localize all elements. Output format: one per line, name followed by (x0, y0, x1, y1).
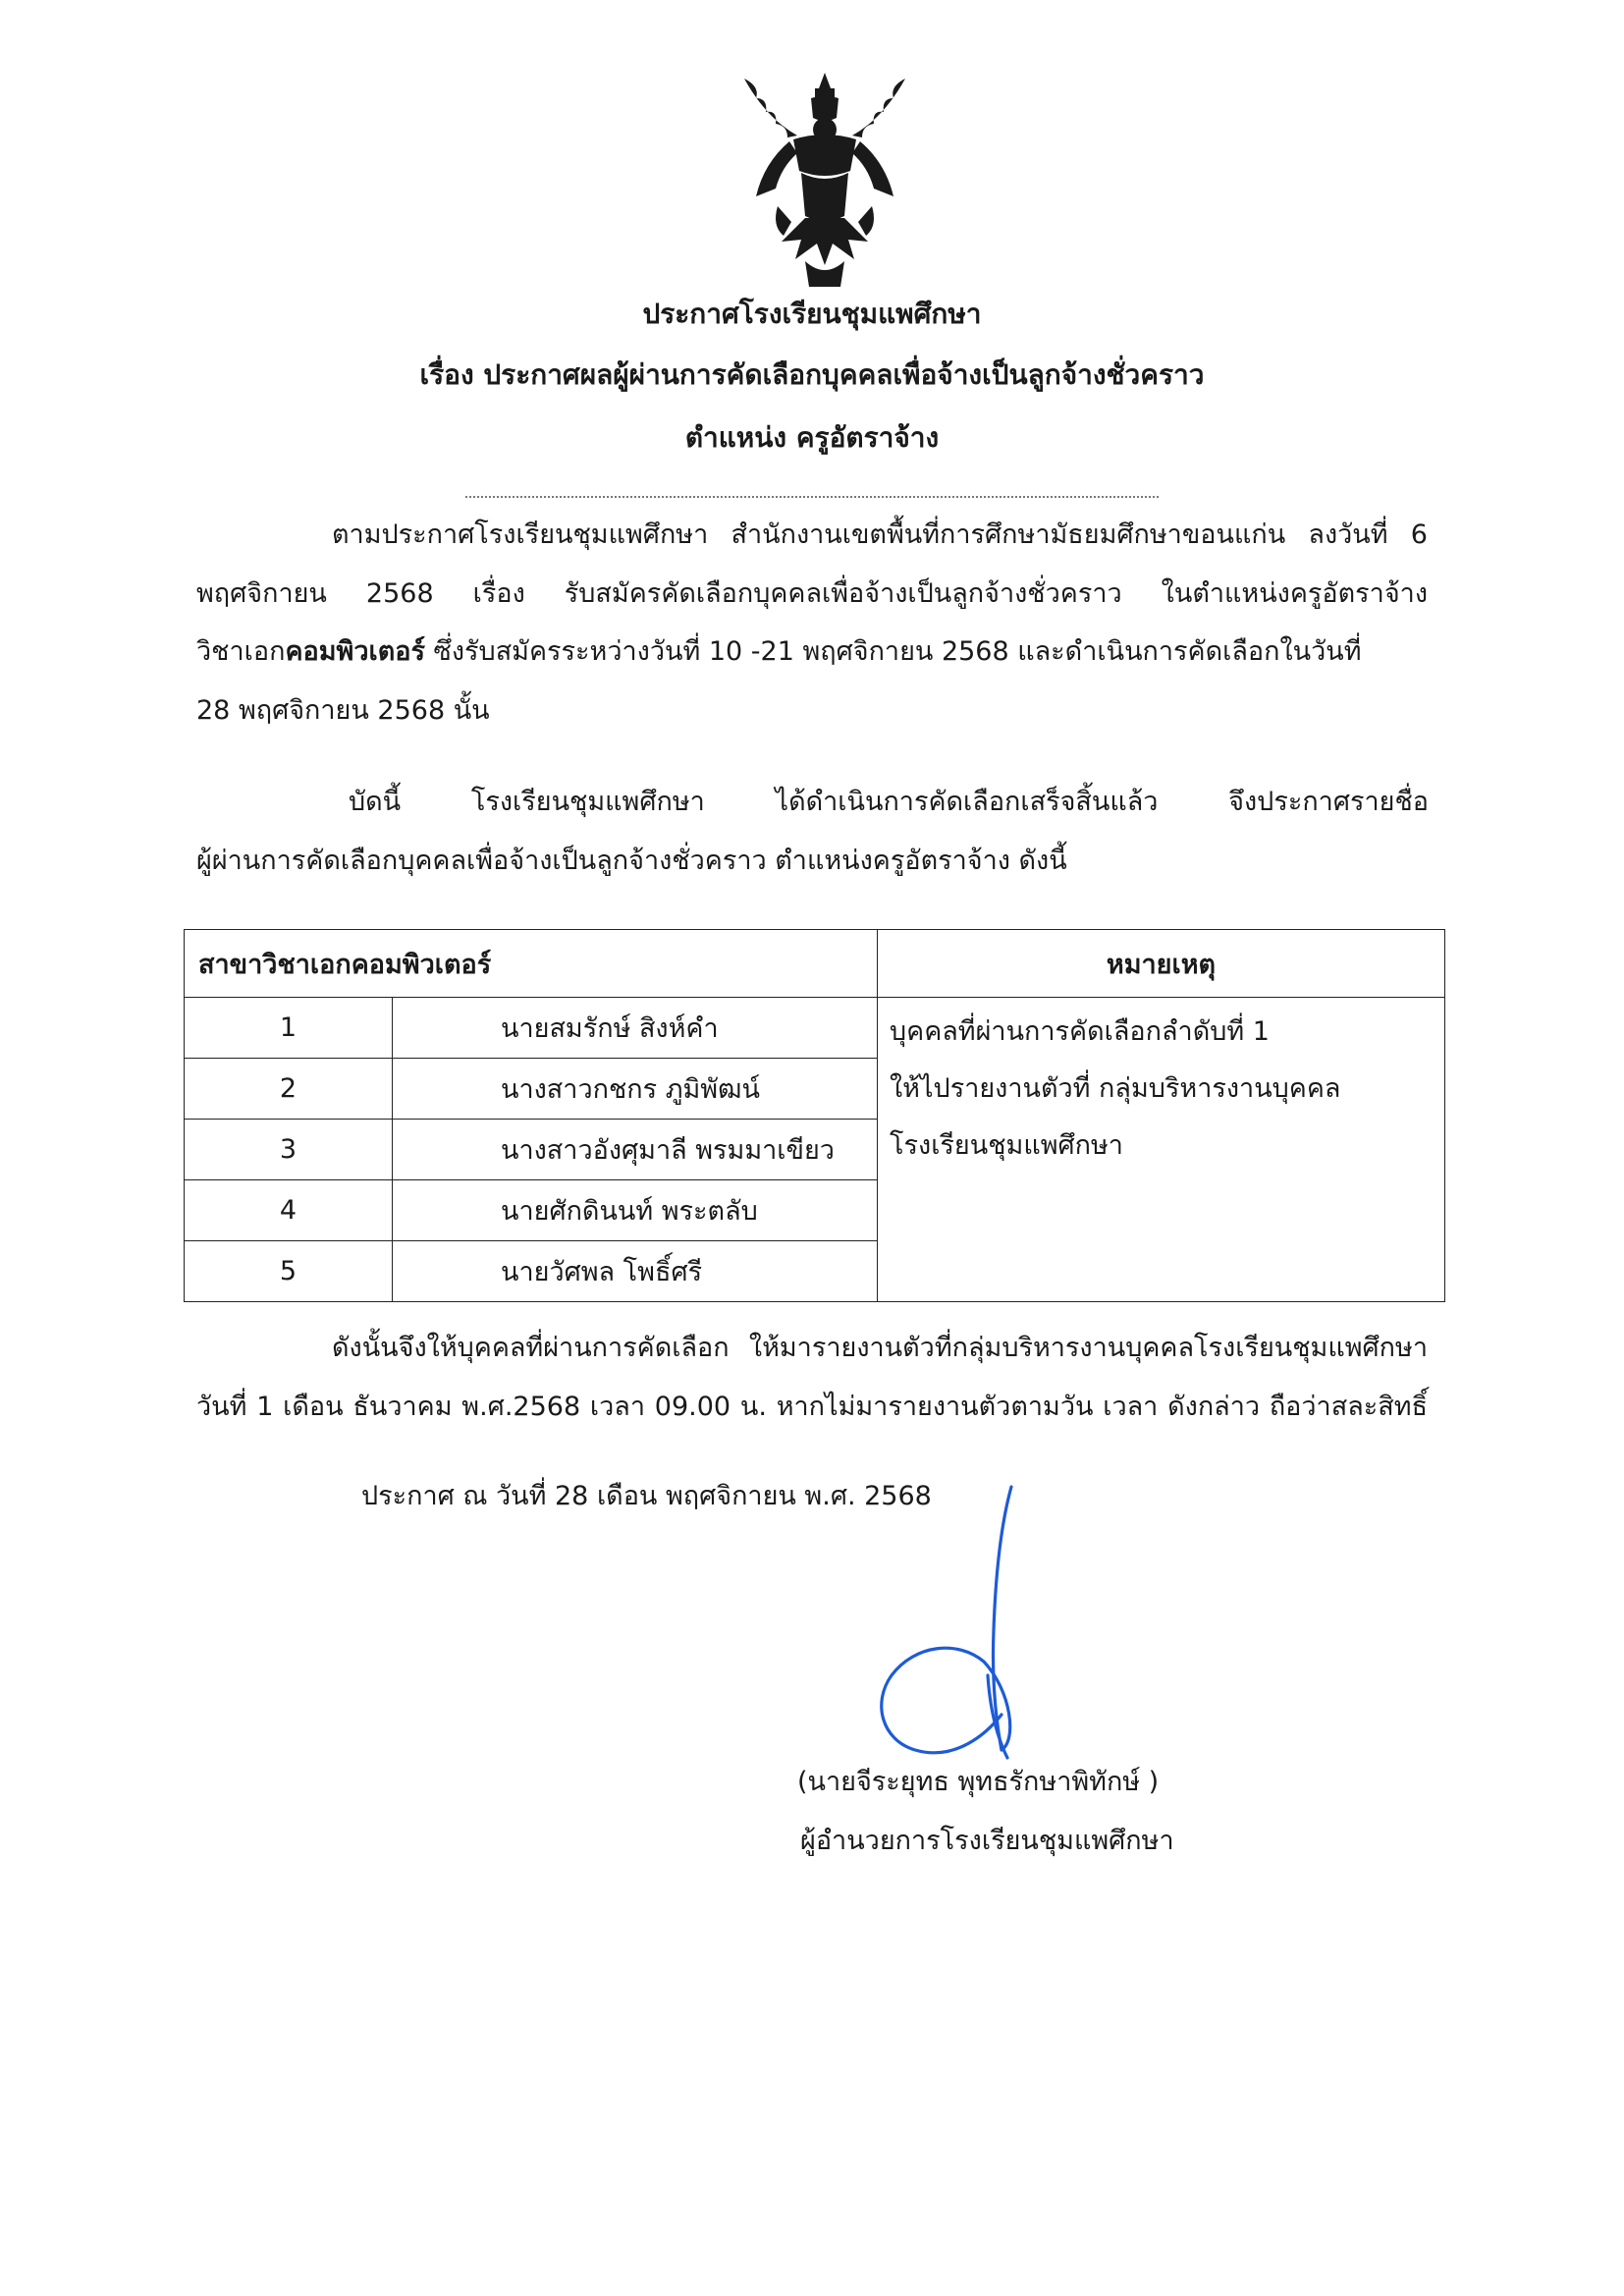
row-number: 4 (185, 1180, 393, 1241)
candidate-name: นางสาวอังศุมาลี พรมมาเขียว (393, 1120, 878, 1180)
paragraph-1-major-prefix: วิชาเอก (196, 636, 286, 667)
paragraph-1-line-3 (196, 634, 1428, 670)
paragraph-1-major-name: คอมพิวเตอร์ (285, 636, 425, 667)
candidate-name: นายสมรักษ์ สิงห์คำ (393, 998, 878, 1059)
paragraph-2-line-1: บัดนี้ โรงเรียนชุมแพศึกษา ได้ดำเนินการคัดเลือกเสร็จสิ้นแล้ว จึงประกาศรายชื่อ (349, 787, 1429, 817)
table-header-row (185, 930, 1445, 998)
garuda-emblem (727, 69, 923, 290)
remark-cell (878, 998, 1445, 1302)
paragraph-1-line-1: ตามประกาศโรงเรียนชุมแพศึกษา สำนักงานเขตพื้นที่การศึกษามัธยมศึกษาขอนแก่น ลงวันที่ 6 (332, 519, 1428, 550)
paragraph-1-major-suffix: ซึ่งรับสมัครระหว่างวันที่ 10 -21 พฤศจิกายน 2568 และดำเนินการคัดเลือกในวันที่ (424, 636, 1362, 667)
remark-line: โรงเรียนชุมแพศึกษา (890, 1130, 1123, 1161)
candidate-name: นางสาวกชกร ภูมิพัฒน์ (393, 1059, 878, 1120)
results-table (184, 929, 1445, 1302)
remark-line: ให้ไปรายงานตัวที่ กลุ่มบริหารงานบุคคล (890, 1073, 1341, 1104)
candidate-name: นายศักดินนท์ พระตลับ (393, 1180, 878, 1241)
signature-icon (864, 1483, 1060, 1777)
remark-line: บุคคลที่ผ่านการคัดเลือกลำดับที่ 1 (890, 1016, 1270, 1047)
paragraph-1-line-2: พฤศจิกายน 2568 เรื่อง รับสมัครคัดเลือกบุคคลเพื่อจ้างเป็นลูกจ้างชั่วคราว ในตำแหน่งครูอัตราจ้าง (196, 578, 1428, 609)
table-header-major: สาขาวิชาเอกคอมพิวเตอร์ (185, 930, 878, 998)
paragraph-3-line-1: ดังนั้นจึงให้บุคคลที่ผ่านการคัดเลือก ให้มารายงานตัวที่กลุ่มบริหารงานบุคคลโรงเรียนชุมแพศึกษา (332, 1333, 1428, 1363)
paragraph-2-line-2: ผู้ผ่านการคัดเลือกบุคคลเพื่อจ้างเป็นลูกจ้างชั่วคราว ตำแหน่งครูอัตราจ้าง ดังนี้ (196, 846, 1067, 876)
row-number: 1 (185, 998, 393, 1059)
candidate-name: นายวัศพล โพธิ์ศรี (393, 1241, 878, 1302)
table-row (185, 998, 1445, 1059)
row-number: 5 (185, 1241, 393, 1302)
title-divider (465, 496, 1159, 498)
paragraph-1-line-4: 28 พฤศจิกายน 2568 นั้น (196, 695, 490, 726)
signatory-title: ผู้อำนวยการโรงเรียนชุมแพศึกษา (800, 1826, 1174, 1856)
row-number: 2 (185, 1059, 393, 1120)
row-number: 3 (185, 1120, 393, 1180)
announcement-date: ประกาศ ณ วันที่ 28 เดือน พฤศจิกายน พ.ศ. 2568 (361, 1481, 932, 1511)
announcement-subject: เรื่อง ประกาศผลผู้ผ่านการคัดเลือกบุคคลเพื่อจ้างเป็นลูกจ้างชั่วคราว (419, 358, 1205, 391)
table-header-remark: หมายเหตุ (878, 930, 1445, 998)
announcement-title: ประกาศโรงเรียนชุมแพศึกษา (642, 298, 982, 330)
announcement-position: ตำแหน่ง ครูอัตราจ้าง (684, 421, 940, 454)
paragraph-3-line-2: วันที่ 1 เดือน ธันวาคม พ.ศ.2568 เวลา 09.00 น. หากไม่มารายงานตัวตามวัน เวลา ดังกล่าว ถือว่าสละสิทธิ์ (196, 1392, 1428, 1422)
signatory-name: (นายจีระยุทธ พุทธรักษาพิทักษ์ ) (797, 1767, 1160, 1797)
